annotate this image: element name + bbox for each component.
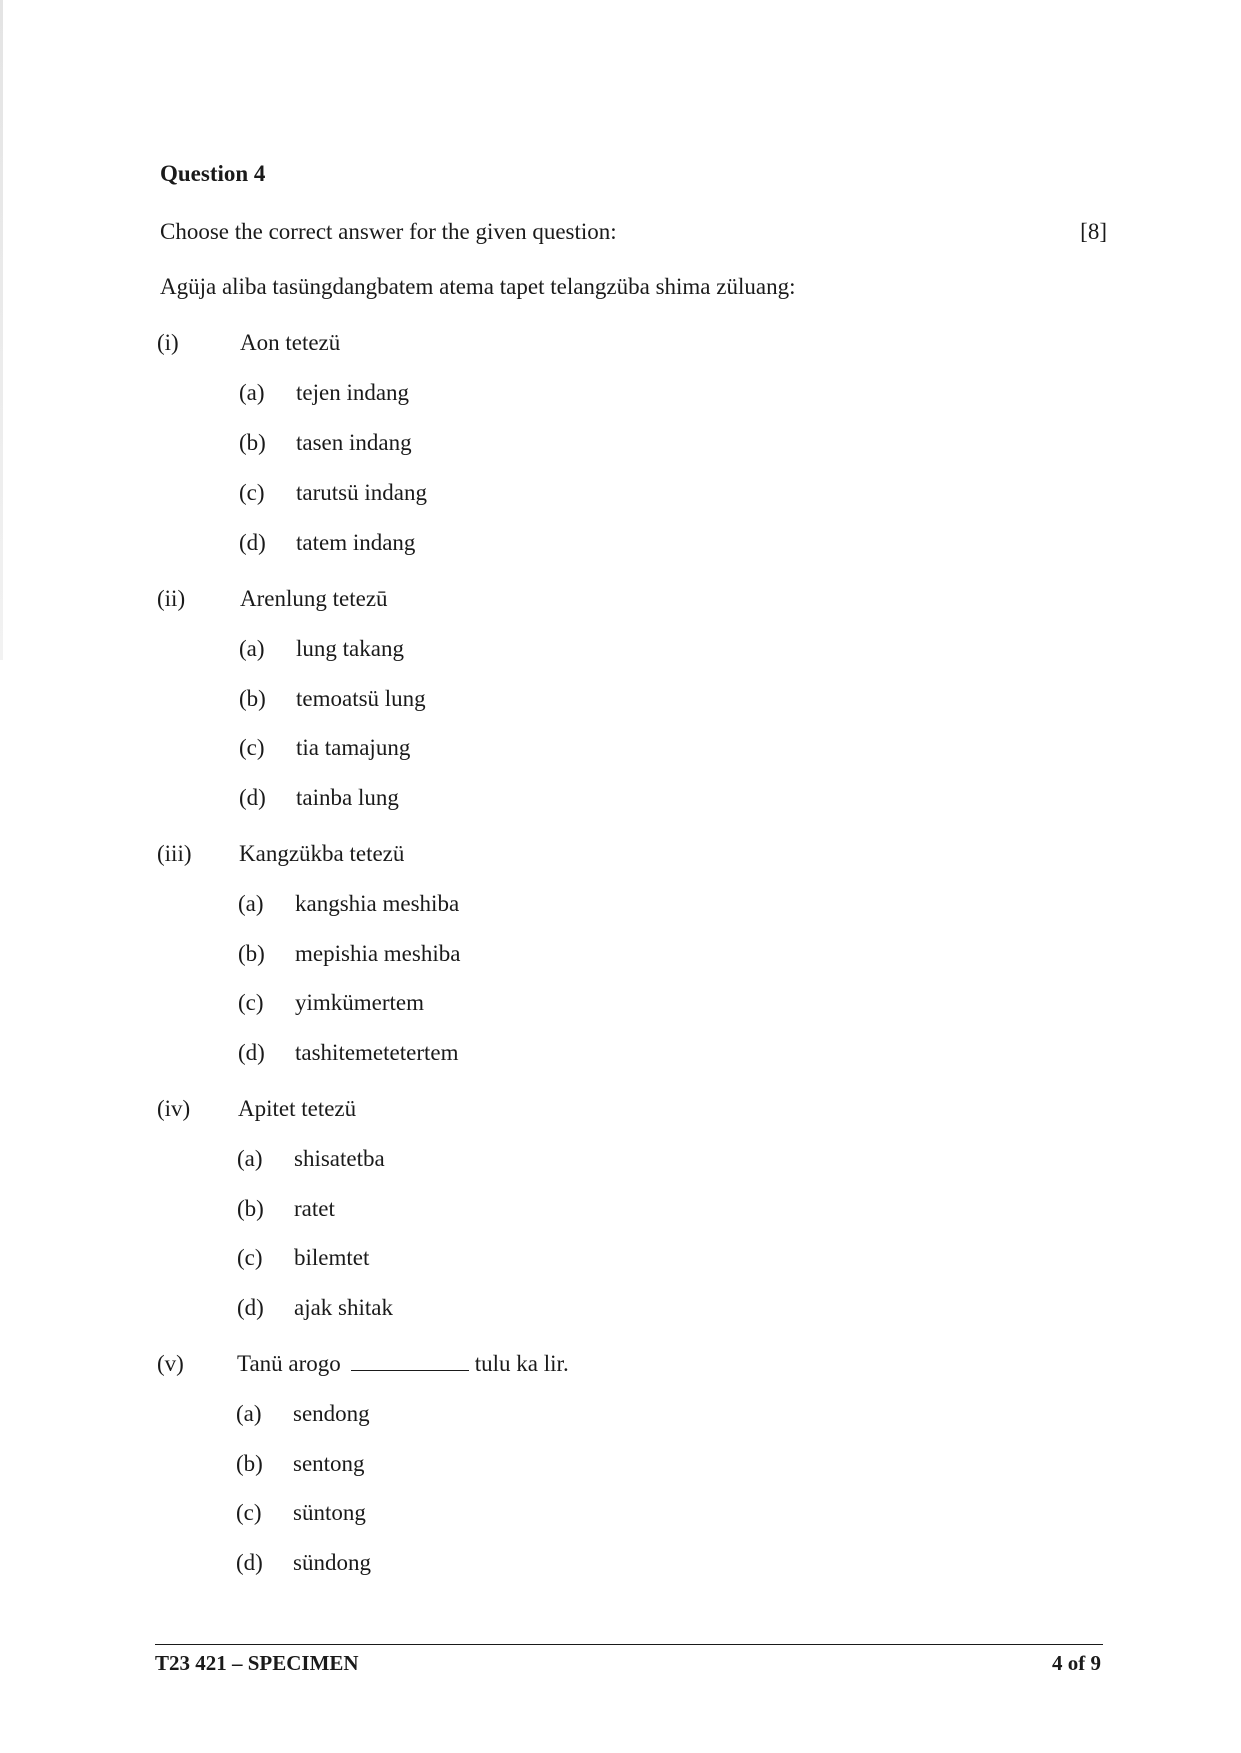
item-number: (i) [157,330,179,355]
option-letter: (b) [236,1451,263,1476]
option-letter: (d) [239,530,266,555]
option-text: tia tamajung [296,735,411,760]
option-text: tashitemetetertem [295,1040,459,1065]
stem-before-blank: Tanü arogo [237,1351,341,1376]
option-text: bilemtet [294,1245,370,1270]
option-text: tasen indang [296,430,412,455]
option-letter: (d) [237,1295,264,1320]
option-text: ratet [294,1196,335,1221]
option-text: mepishia meshiba [295,941,461,966]
footer-divider [155,1644,1103,1645]
option-letter: (b) [239,430,266,455]
page-edge-shadow [0,0,3,660]
option-letter: (d) [238,1040,265,1065]
item-stem: Arenlung tetezū [240,586,388,611]
option-letter: (a) [239,380,265,405]
option-letter: (c) [239,480,265,505]
option-text: kangshia meshiba [295,891,460,916]
item-number: (v) [157,1351,184,1376]
option-text: süntong [293,1500,366,1525]
stem-after-blank: tulu ka lir. [474,1351,569,1376]
item-stem: Kangzükba tetezü [239,841,405,866]
option-letter: (a) [236,1401,262,1426]
footer-paper-code: T23 421 – SPECIMEN [155,1651,359,1675]
item-stem [237,1351,569,1377]
option-text: sentong [293,1451,365,1476]
option-text: yimkümertem [295,990,425,1015]
question-sub-instruction: Agüja aliba tasüngdangbatem atema tapet telangzüba shima züluang: [160,274,796,299]
option-letter: (a) [237,1146,263,1171]
question-title: Question 4 [160,161,266,186]
question-instruction: Choose the correct answer for the given question: [160,219,617,244]
option-letter: (c) [237,1245,263,1270]
item-stem: Apitet tetezü [238,1096,357,1121]
option-text: sündong [293,1550,371,1575]
option-letter: (b) [239,686,266,711]
option-text: sendong [293,1401,370,1426]
option-letter: (a) [238,891,264,916]
option-letter: (c) [236,1500,262,1525]
footer-page-number: 4 of 9 [1052,1651,1101,1675]
item-number: (iii) [157,841,192,866]
option-text: lung takang [296,636,404,661]
item-number: (iv) [157,1096,191,1121]
option-text: tatem indang [296,530,416,555]
option-letter: (c) [238,990,264,1015]
answer-blank [351,1352,469,1371]
option-letter: (b) [237,1196,264,1221]
option-text: shisatetba [294,1146,385,1171]
option-letter: (d) [239,785,266,810]
option-text: temoatsü lung [296,686,426,711]
item-stem: Aon tetezü [240,330,341,355]
option-text: tejen indang [296,380,410,405]
option-letter: (d) [236,1550,263,1575]
option-letter: (b) [238,941,265,966]
option-letter: (a) [239,636,265,661]
option-text: tarutsü indang [296,480,427,505]
question-marks: [8] [1080,219,1107,244]
option-text: tainba lung [296,785,399,810]
item-number: (ii) [157,586,186,611]
option-letter: (c) [239,735,265,760]
option-text: ajak shitak [294,1295,393,1320]
